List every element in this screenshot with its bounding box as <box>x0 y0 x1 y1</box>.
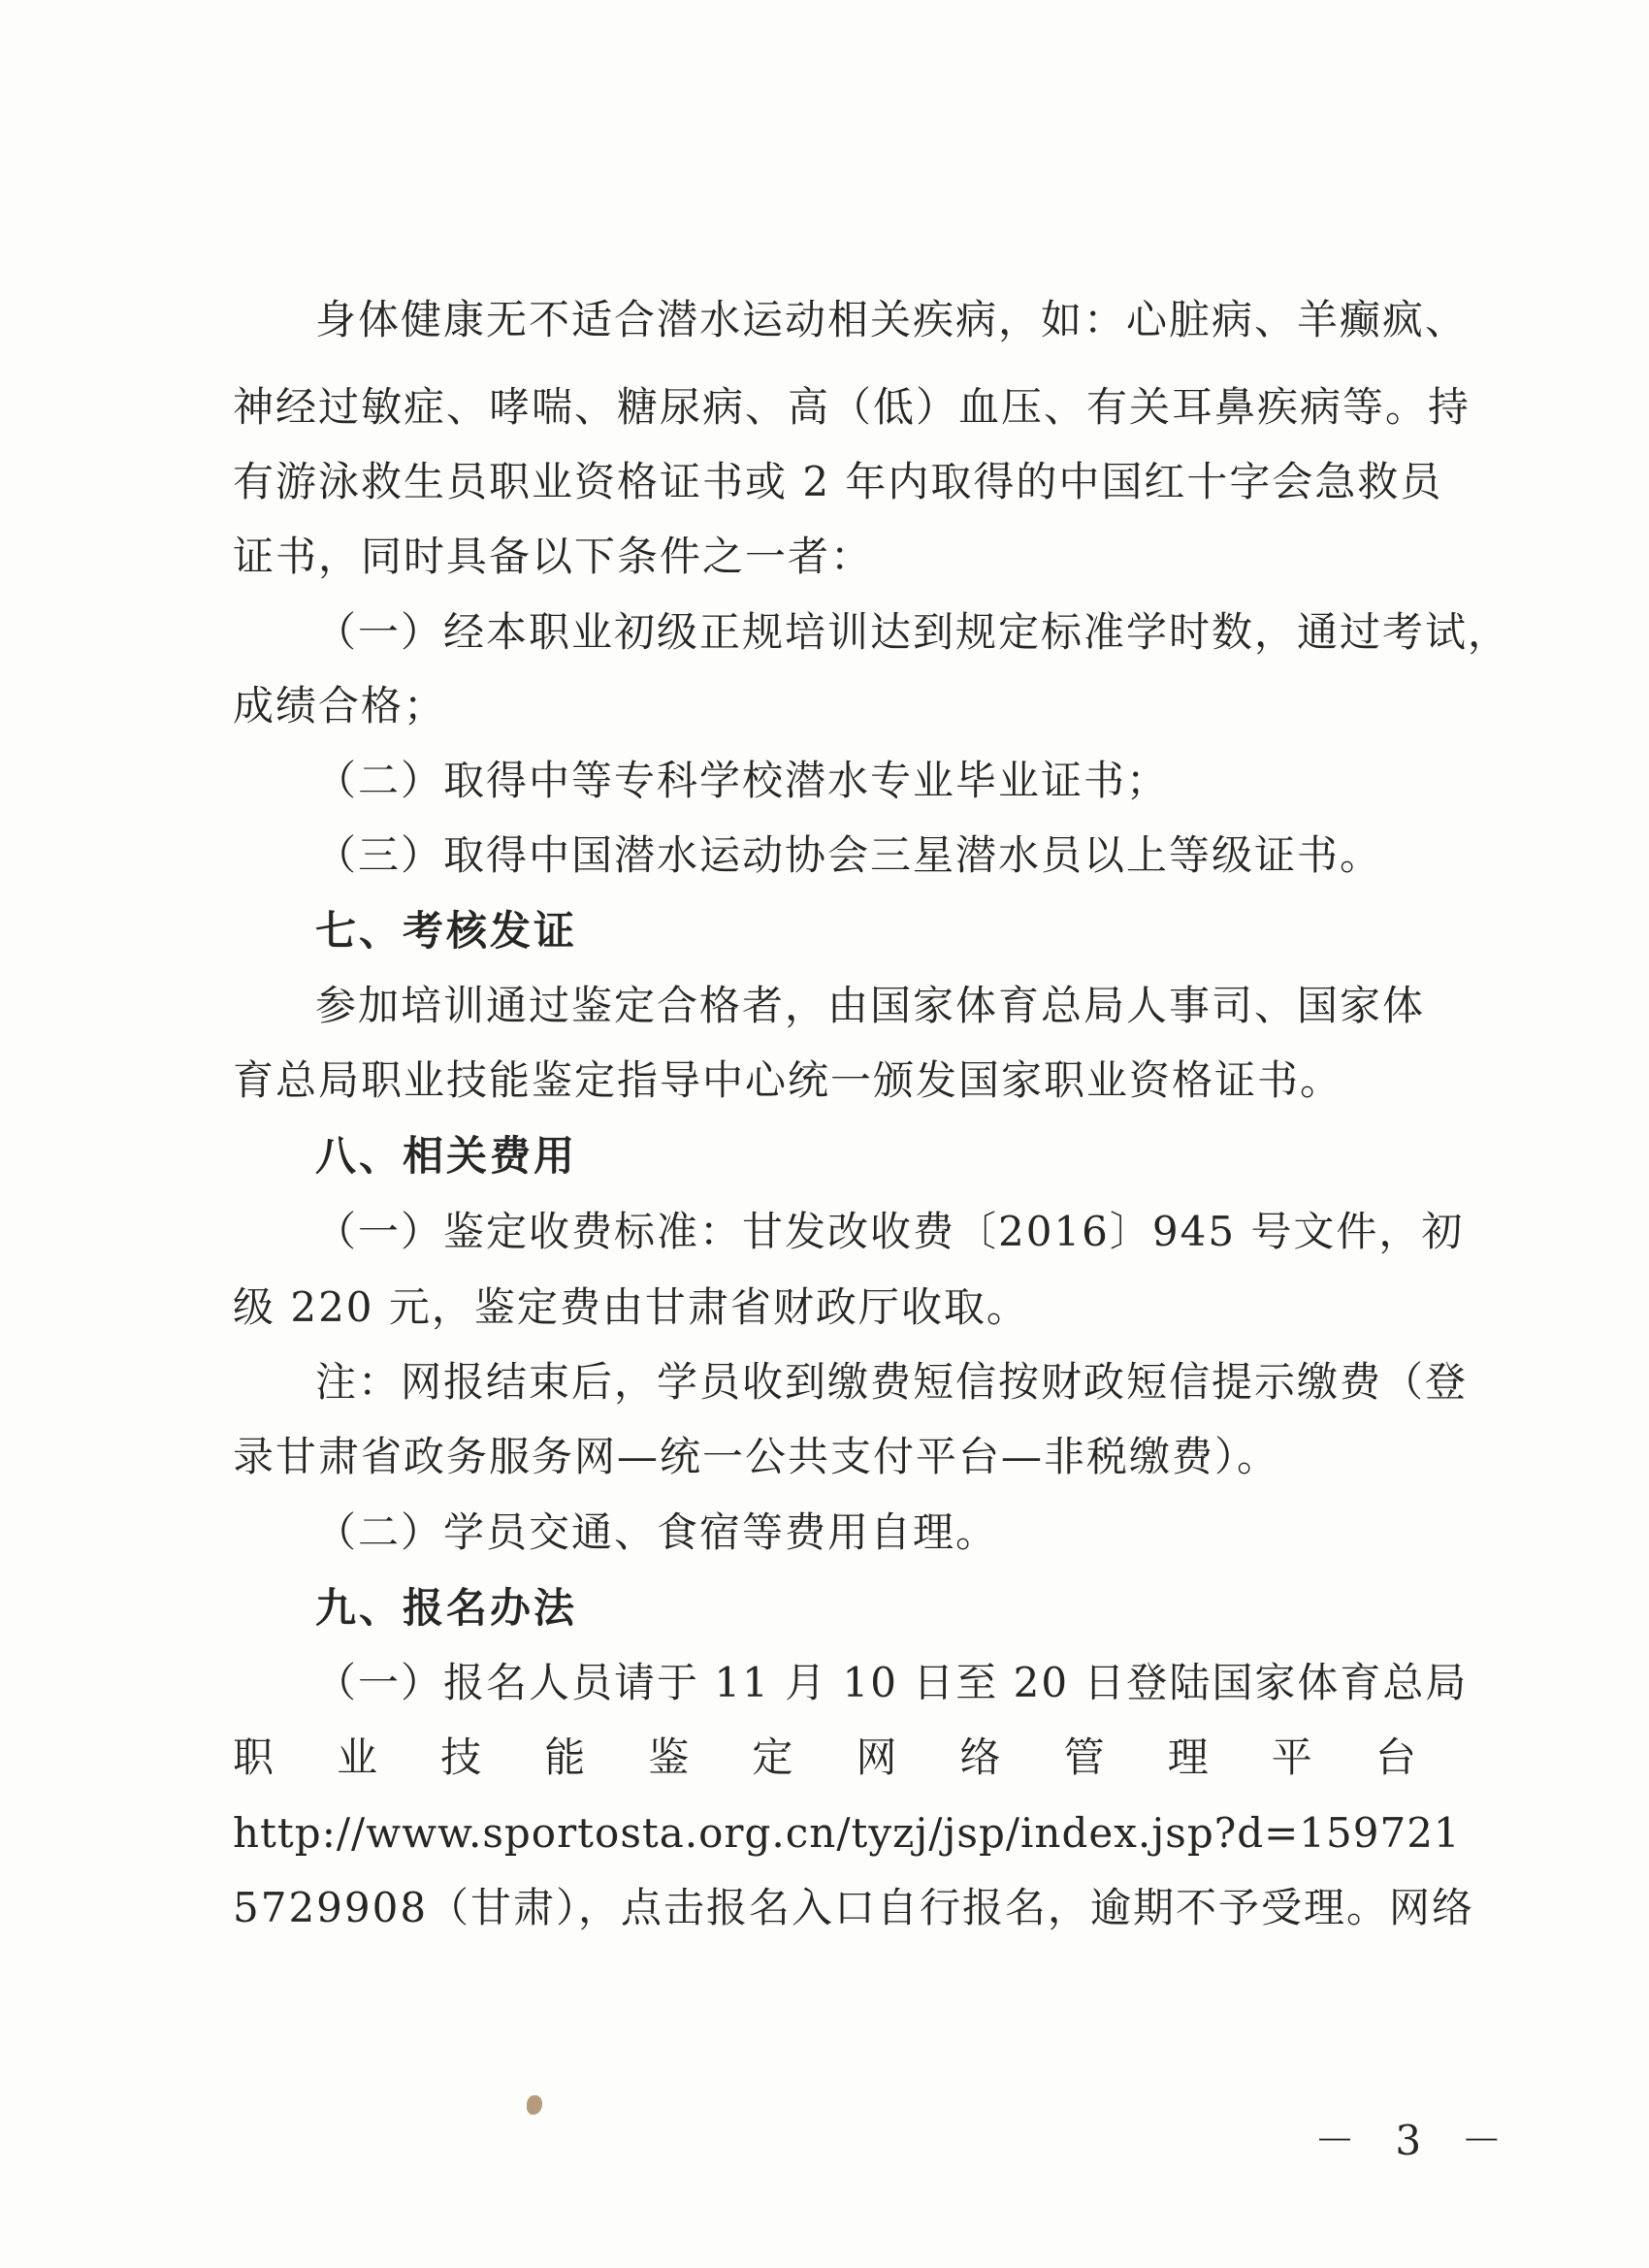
justified-char: 职 <box>233 1733 276 1781</box>
section-heading-9: 九、报名办法 <box>315 1584 578 1632</box>
list-item-line: （二）学员交通、食宿等费用自理。 <box>315 1508 999 1556</box>
list-item-line: （一）报名人员请于 11 月 10 日至 20 日登陆国家体育总局 <box>315 1659 1469 1706</box>
list-item-line: （三）取得中国潜水运动协会三星潜水员以上等级证书。 <box>315 831 1383 879</box>
justified-char: 台 <box>1374 1733 1418 1781</box>
justified-char: 平 <box>1271 1733 1314 1781</box>
section-heading-7: 七、考核发证 <box>315 907 578 955</box>
justified-char: 定 <box>752 1733 795 1781</box>
paragraph-line: 证书，同时具备以下条件之一者： <box>233 533 874 580</box>
paragraph-line: 有游泳救生员职业资格证书或 2 年内取得的中国红十字会急救员 <box>233 458 1443 505</box>
paragraph-line: 神经过敏症、哮喘、糖尿病、高（低）血压、有关耳鼻疾病等。持 <box>233 383 1471 431</box>
paragraph-line: 参加培训通过鉴定合格者，由国家体育总局人事司、国家体 <box>315 982 1426 1029</box>
paragraph-line: 录甘肃省政务服务网—统一公共支付平台—非税缴费）。 <box>233 1433 1280 1480</box>
justified-char: 理 <box>1167 1733 1211 1781</box>
paragraph-line: 育总局职业技能鉴定指导中心统一颁发国家职业资格证书。 <box>233 1056 1343 1104</box>
list-item-line: （一）鉴定收费标准：甘发改收费〔2016〕945 号文件，初 <box>315 1208 1465 1255</box>
justified-char: 技 <box>440 1733 484 1781</box>
justified-char: 业 <box>337 1733 380 1781</box>
list-item-line: （二）取得中等专科学校潜水专业毕业证书； <box>315 757 1170 804</box>
paper-stain <box>527 2095 542 2115</box>
paragraph-line: 成绩合格； <box>233 682 447 729</box>
page-number: － 3 － <box>1314 2117 1516 2164</box>
list-item-line: （一）经本职业初级正规培训达到规定标准学时数，通过考试， <box>315 608 1511 656</box>
justified-char: 管 <box>1063 1733 1107 1781</box>
section-heading-8: 八、相关费用 <box>315 1132 578 1180</box>
paragraph-line: 身体健康无不适合潜水运动相关疾病，如：心脏病、羊癫疯、 <box>315 296 1469 343</box>
justified-char: 网 <box>856 1733 899 1781</box>
justified-char: 络 <box>959 1733 1003 1781</box>
justified-char: 能 <box>544 1733 588 1781</box>
paragraph-line: 5729908（甘肃），点击报名入口自行报名，逾期不予受理。网络 <box>233 1884 1475 1931</box>
justified-char: 鉴 <box>648 1733 692 1781</box>
paragraph-line: 级 220 元，鉴定费由甘肃省财政厅收取。 <box>233 1283 1029 1331</box>
justified-line <box>233 1729 1418 1787</box>
url-line: http://www.sportosta.org.cn/tyzj/jsp/index.jsp?d=159721 <box>233 1809 1461 1857</box>
note-line: 注：网报结束后，学员收到缴费短信按财政短信提示缴费（登 <box>315 1358 1469 1406</box>
